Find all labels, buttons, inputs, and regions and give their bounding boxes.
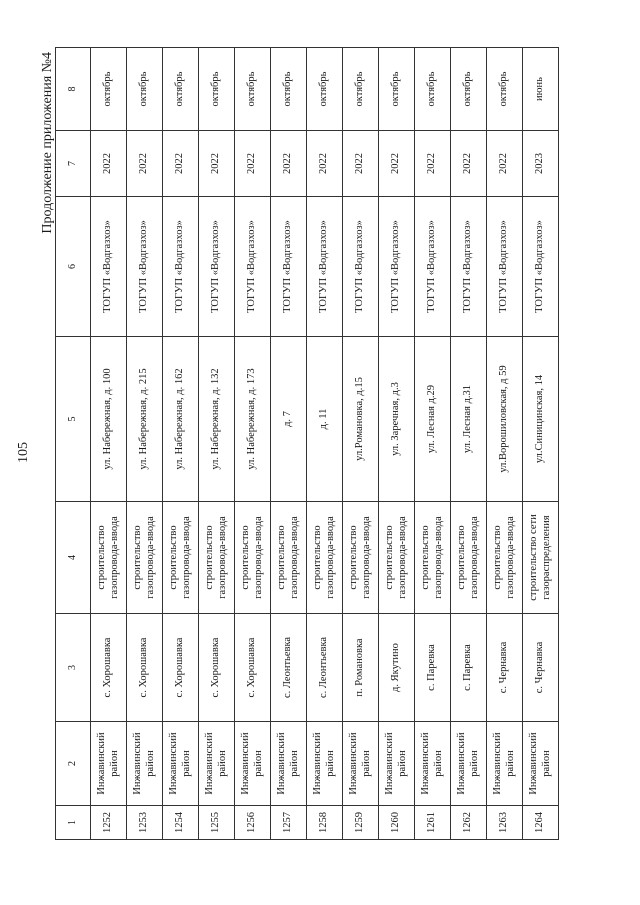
settlement-cell: д. Якутино [379, 614, 415, 722]
table-row [199, 48, 235, 840]
row-number-cell: 1260 [379, 806, 415, 840]
month-cell: октябрь [307, 48, 343, 131]
work-type-cell: строительство газопровода-ввода [271, 502, 307, 614]
settlement-cell: с. Хорошавка [235, 614, 271, 722]
month-cell: октябрь [127, 48, 163, 131]
work-type-cell: строительство газопровода-ввода [163, 502, 199, 614]
year-cell: 2022 [487, 131, 523, 197]
row-number-cell: 1264 [523, 806, 559, 840]
work-type-cell: строительство газопровода-ввода [91, 502, 127, 614]
settlement-cell: с. Леонтьевка [271, 614, 307, 722]
year-cell: 2022 [415, 131, 451, 197]
year-cell: 2022 [307, 131, 343, 197]
work-type-cell: строительство газопровода-ввода [379, 502, 415, 614]
settlement-cell: с. Чернавка [523, 614, 559, 722]
year-cell: 2022 [343, 131, 379, 197]
table-row [91, 48, 127, 840]
column-number-header: 7 [56, 131, 91, 197]
work-type-cell: строительство газопровода-ввода [451, 502, 487, 614]
address-cell: ул.Синицинская, 14 [523, 337, 559, 502]
month-cell: октябрь [343, 48, 379, 131]
table-row [235, 48, 271, 840]
work-type-cell: строительство газопровода-ввода [235, 502, 271, 614]
contractor-cell: ТОГУП «Водгазхоз» [91, 197, 127, 337]
address-cell: ул. Набережная, д. 215 [127, 337, 163, 502]
table-row [127, 48, 163, 840]
month-cell: октябрь [163, 48, 199, 131]
row-number-cell: 1255 [199, 806, 235, 840]
column-number-header: 5 [56, 337, 91, 502]
table-row [379, 48, 415, 840]
address-cell: ул. Лесная д.29 [415, 337, 451, 502]
contractor-cell: ТОГУП «Водгазхоз» [487, 197, 523, 337]
contractor-cell: ТОГУП «Водгазхоз» [415, 197, 451, 337]
table-row [415, 48, 451, 840]
contractor-cell: ТОГУП «Водгазхоз» [523, 197, 559, 337]
contractor-cell: ТОГУП «Водгазхоз» [379, 197, 415, 337]
month-cell: октябрь [271, 48, 307, 131]
address-cell: д. 7 [271, 337, 307, 502]
month-cell: октябрь [91, 48, 127, 131]
row-number-cell: 1253 [127, 806, 163, 840]
row-number-cell: 1258 [307, 806, 343, 840]
settlement-cell: с. Паревка [415, 614, 451, 722]
table-row [307, 48, 343, 840]
table-row [343, 48, 379, 840]
address-cell: ул.Романовка, д.15 [343, 337, 379, 502]
row-number-cell: 1259 [343, 806, 379, 840]
table-row [523, 48, 559, 840]
year-cell: 2022 [271, 131, 307, 197]
column-number-header: 2 [56, 722, 91, 806]
month-cell: октябрь [199, 48, 235, 131]
district-cell: Инжавинский район [91, 722, 127, 806]
column-number-header: 3 [56, 614, 91, 722]
column-number-header: 8 [56, 48, 91, 131]
settlement-cell: с. Чернавка [487, 614, 523, 722]
work-type-cell: строительство газопровода-ввода [487, 502, 523, 614]
page-number: 105 [16, 442, 31, 463]
row-number-cell: 1263 [487, 806, 523, 840]
district-cell: Инжавинский район [523, 722, 559, 806]
district-cell: Инжавинский район [199, 722, 235, 806]
year-cell: 2022 [451, 131, 487, 197]
column-number-header: 6 [56, 197, 91, 337]
settlement-cell: п. Романовка [343, 614, 379, 722]
address-cell: ул. Лесная д.31 [451, 337, 487, 502]
contractor-cell: ТОГУП «Водгазхоз» [307, 197, 343, 337]
district-cell: Инжавинский район [487, 722, 523, 806]
district-cell: Инжавинский район [271, 722, 307, 806]
year-cell: 2023 [523, 131, 559, 197]
district-cell: Инжавинский район [415, 722, 451, 806]
contractor-cell: ТОГУП «Водгазхоз» [235, 197, 271, 337]
settlement-cell: с. Хорошавка [127, 614, 163, 722]
contractor-cell: ТОГУП «Водгазхоз» [127, 197, 163, 337]
work-type-cell: строительство сети газораспределения [523, 502, 559, 614]
settlement-cell: с. Паревка [451, 614, 487, 722]
row-number-cell: 1256 [235, 806, 271, 840]
column-number-header: 4 [56, 502, 91, 614]
row-number-cell: 1257 [271, 806, 307, 840]
work-type-cell: строительство газопровода-ввода [415, 502, 451, 614]
address-cell: д. 11 [307, 337, 343, 502]
year-cell: 2022 [379, 131, 415, 197]
address-cell: ул. Набережная, д. 162 [163, 337, 199, 502]
table-row [271, 48, 307, 840]
settlement-cell: с. Леонтьевка [307, 614, 343, 722]
month-cell: июнь [523, 48, 559, 131]
year-cell: 2022 [127, 131, 163, 197]
row-number-cell: 1262 [451, 806, 487, 840]
row-number-cell: 1261 [415, 806, 451, 840]
gasification-table [55, 47, 559, 840]
settlement-cell: с. Хорошавка [91, 614, 127, 722]
address-cell: ул.Ворошиловская, д 59 [487, 337, 523, 502]
appendix-caption: Продолжение приложения №4 [40, 52, 55, 234]
work-type-cell: строительство газопровода-ввода [127, 502, 163, 614]
address-cell: ул. Набережная, д. 132 [199, 337, 235, 502]
year-cell: 2022 [199, 131, 235, 197]
work-type-cell: строительство газопровода-ввода [307, 502, 343, 614]
month-cell: октябрь [487, 48, 523, 131]
contractor-cell: ТОГУП «Водгазхоз» [163, 197, 199, 337]
table-row [451, 48, 487, 840]
row-number-cell: 1254 [163, 806, 199, 840]
district-cell: Инжавинский район [235, 722, 271, 806]
year-cell: 2022 [163, 131, 199, 197]
settlement-cell: с. Хорошавка [163, 614, 199, 722]
contractor-cell: ТОГУП «Водгазхоз» [451, 197, 487, 337]
contractor-cell: ТОГУП «Водгазхоз» [343, 197, 379, 337]
district-cell: Инжавинский район [379, 722, 415, 806]
month-cell: октябрь [235, 48, 271, 131]
year-cell: 2022 [235, 131, 271, 197]
address-cell: ул. Набережная, д. 173 [235, 337, 271, 502]
row-number-cell: 1252 [91, 806, 127, 840]
district-cell: Инжавинский район [163, 722, 199, 806]
table-row [163, 48, 199, 840]
settlement-cell: с. Хорошавка [199, 614, 235, 722]
address-cell: ул. Заречная, д.3 [379, 337, 415, 502]
district-cell: Инжавинский район [307, 722, 343, 806]
work-type-cell: строительство газопровода-ввода [199, 502, 235, 614]
year-cell: 2022 [91, 131, 127, 197]
contractor-cell: ТОГУП «Водгазхоз» [271, 197, 307, 337]
district-cell: Инжавинский район [127, 722, 163, 806]
district-cell: Инжавинский район [343, 722, 379, 806]
table-row [487, 48, 523, 840]
contractor-cell: ТОГУП «Водгазхоз» [199, 197, 235, 337]
work-type-cell: строительство газопровода-ввода [343, 502, 379, 614]
district-cell: Инжавинский район [451, 722, 487, 806]
month-cell: октябрь [451, 48, 487, 131]
month-cell: октябрь [379, 48, 415, 131]
month-cell: октябрь [415, 48, 451, 131]
column-number-row [56, 48, 91, 840]
column-number-header: 1 [56, 806, 91, 840]
address-cell: ул. Набережная, д. 100 [91, 337, 127, 502]
